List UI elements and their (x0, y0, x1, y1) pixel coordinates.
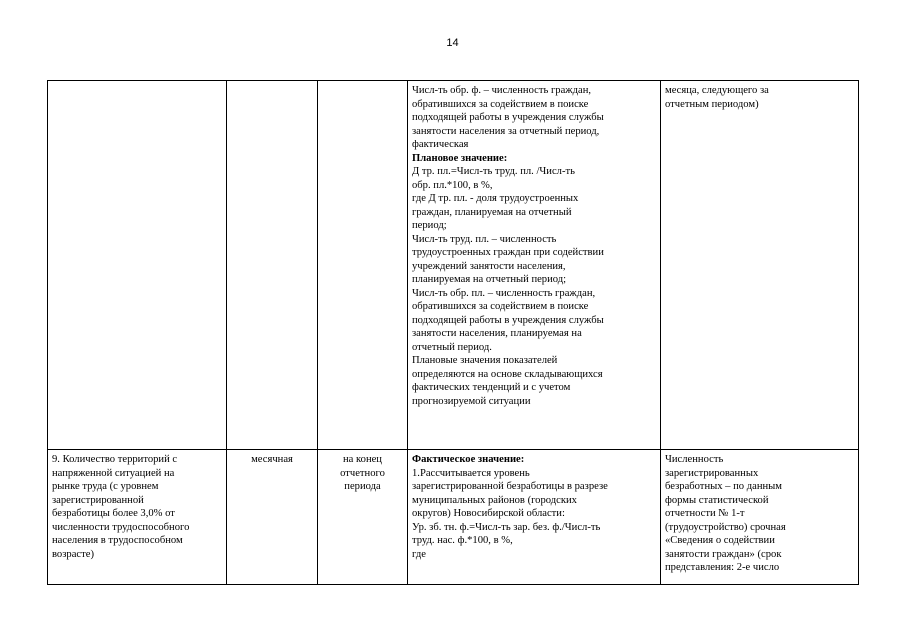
text-line: месяца, следующего за (665, 85, 769, 96)
text-line: подходящей работы в учреждения службы (412, 314, 604, 326)
text-line: труд. нас. ф.*100, в %, (412, 535, 513, 546)
cell-indicator-name (48, 81, 227, 450)
cell-calculation-method (408, 450, 661, 585)
text-line: где Д тр. пл. - доля трудоустроенных (412, 193, 579, 204)
text-line: подходящей работы в учреждения службы (412, 112, 604, 123)
text-line: безработицы более 3,0% от (52, 508, 175, 519)
text-line: Ур. зб. тн. ф.=Числ-ть зар. без. ф./Числ-ть (412, 521, 601, 533)
cell-indicator-name (48, 450, 227, 585)
indicators-table (47, 80, 859, 585)
text-line: отчетным периодом) (665, 98, 759, 110)
text-line: Плановое значение: (412, 152, 508, 164)
text-line: Числ-ть труд. пл. – численность (412, 233, 557, 245)
text-line: Числ-ть обр. ф. – численность граждан, (412, 85, 592, 96)
text-line: Числ-ть обр. пл. – численность граждан, (412, 287, 596, 299)
text-line: муниципальных районов (городских (412, 494, 577, 506)
table-row-continuation (48, 81, 859, 450)
text-line: 1.Рассчитывается уровень (412, 467, 530, 479)
text-line: занятости населения за отчетный период, (412, 125, 600, 137)
cell-calculation-method (408, 81, 661, 450)
text-line: учреждений занятости населения, (412, 260, 566, 272)
indicator-name-text (52, 453, 222, 561)
text-line: безработных – по данным (665, 481, 782, 492)
text-line: Численность (665, 454, 724, 465)
cell-time-characteristic (318, 450, 408, 585)
text-line: зарегистрированной безработицы в разрезе (412, 481, 608, 492)
text-line: фактическая (412, 139, 469, 150)
time-characteristic-text (322, 453, 403, 494)
text-line: граждан, планируемая на отчетный (412, 206, 572, 218)
cell-data-source (661, 81, 859, 450)
text-line: прогнозируемой ситуации (412, 395, 531, 407)
text-line: отчетности № 1-т (665, 508, 745, 519)
text-line: занятости населения, планируемая на (412, 328, 582, 339)
text-line: зарегистрированной (52, 494, 144, 506)
text-line: (трудоустройство) срочная (665, 521, 786, 533)
text-line: планируемая на отчетный период; (412, 274, 567, 285)
text-line: возрасте) (52, 548, 94, 560)
text-line: на конец (343, 454, 382, 465)
text-line: обратившихся за содействием в поиске (412, 98, 589, 110)
page-number: 14 (446, 37, 459, 49)
text-line: округов) Новосибирской области: (412, 508, 565, 519)
text-line: занятости граждан» (срок (665, 548, 782, 560)
text-line: Плановые значения показателей (412, 355, 558, 366)
text-line: Фактическое значение: (412, 454, 525, 465)
text-line: определяются на основе складывающихся (412, 368, 603, 380)
text-line: напряженной ситуацией на (52, 467, 175, 479)
text-line: зарегистрированных (665, 467, 759, 479)
text-line: периода (344, 481, 381, 492)
text-line: «Сведения о содействии (665, 535, 775, 546)
text-line: отчетного (340, 467, 385, 479)
text-line: Д тр. пл.=Числ-ть труд. пл. /Числ-ть (412, 166, 575, 177)
cell-periodicity (227, 81, 318, 450)
cell-data-source (661, 450, 859, 585)
text-line: обратившихся за содействием в поиске (412, 301, 589, 312)
data-source-text (665, 453, 854, 575)
periodicity-text: месячная (251, 454, 293, 465)
text-line: обр. пл.*100, в %, (412, 179, 493, 191)
text-line: фактических тенденций и с учетом (412, 382, 571, 393)
cell-periodicity (227, 450, 318, 585)
text-line: трудоустроенных граждан при содействии (412, 247, 604, 258)
table-row-indicator-9 (48, 450, 859, 585)
text-line: отчетный период. (412, 341, 492, 353)
calculation-text (412, 453, 656, 561)
data-source-text (665, 84, 854, 111)
text-line: численности трудоспособного (52, 521, 190, 533)
text-line: рынке труда (с уровнем (52, 481, 159, 492)
calculation-text (412, 84, 656, 408)
cell-time-characteristic (318, 81, 408, 450)
text-line: представления: 2-е число (665, 562, 780, 573)
text-line: где (412, 548, 426, 560)
text-line: формы статистической (665, 494, 769, 506)
text-line: период; (412, 220, 447, 231)
text-line: населения в трудоспособном (52, 535, 183, 546)
text-line: 9. Количество территорий с (52, 454, 178, 465)
